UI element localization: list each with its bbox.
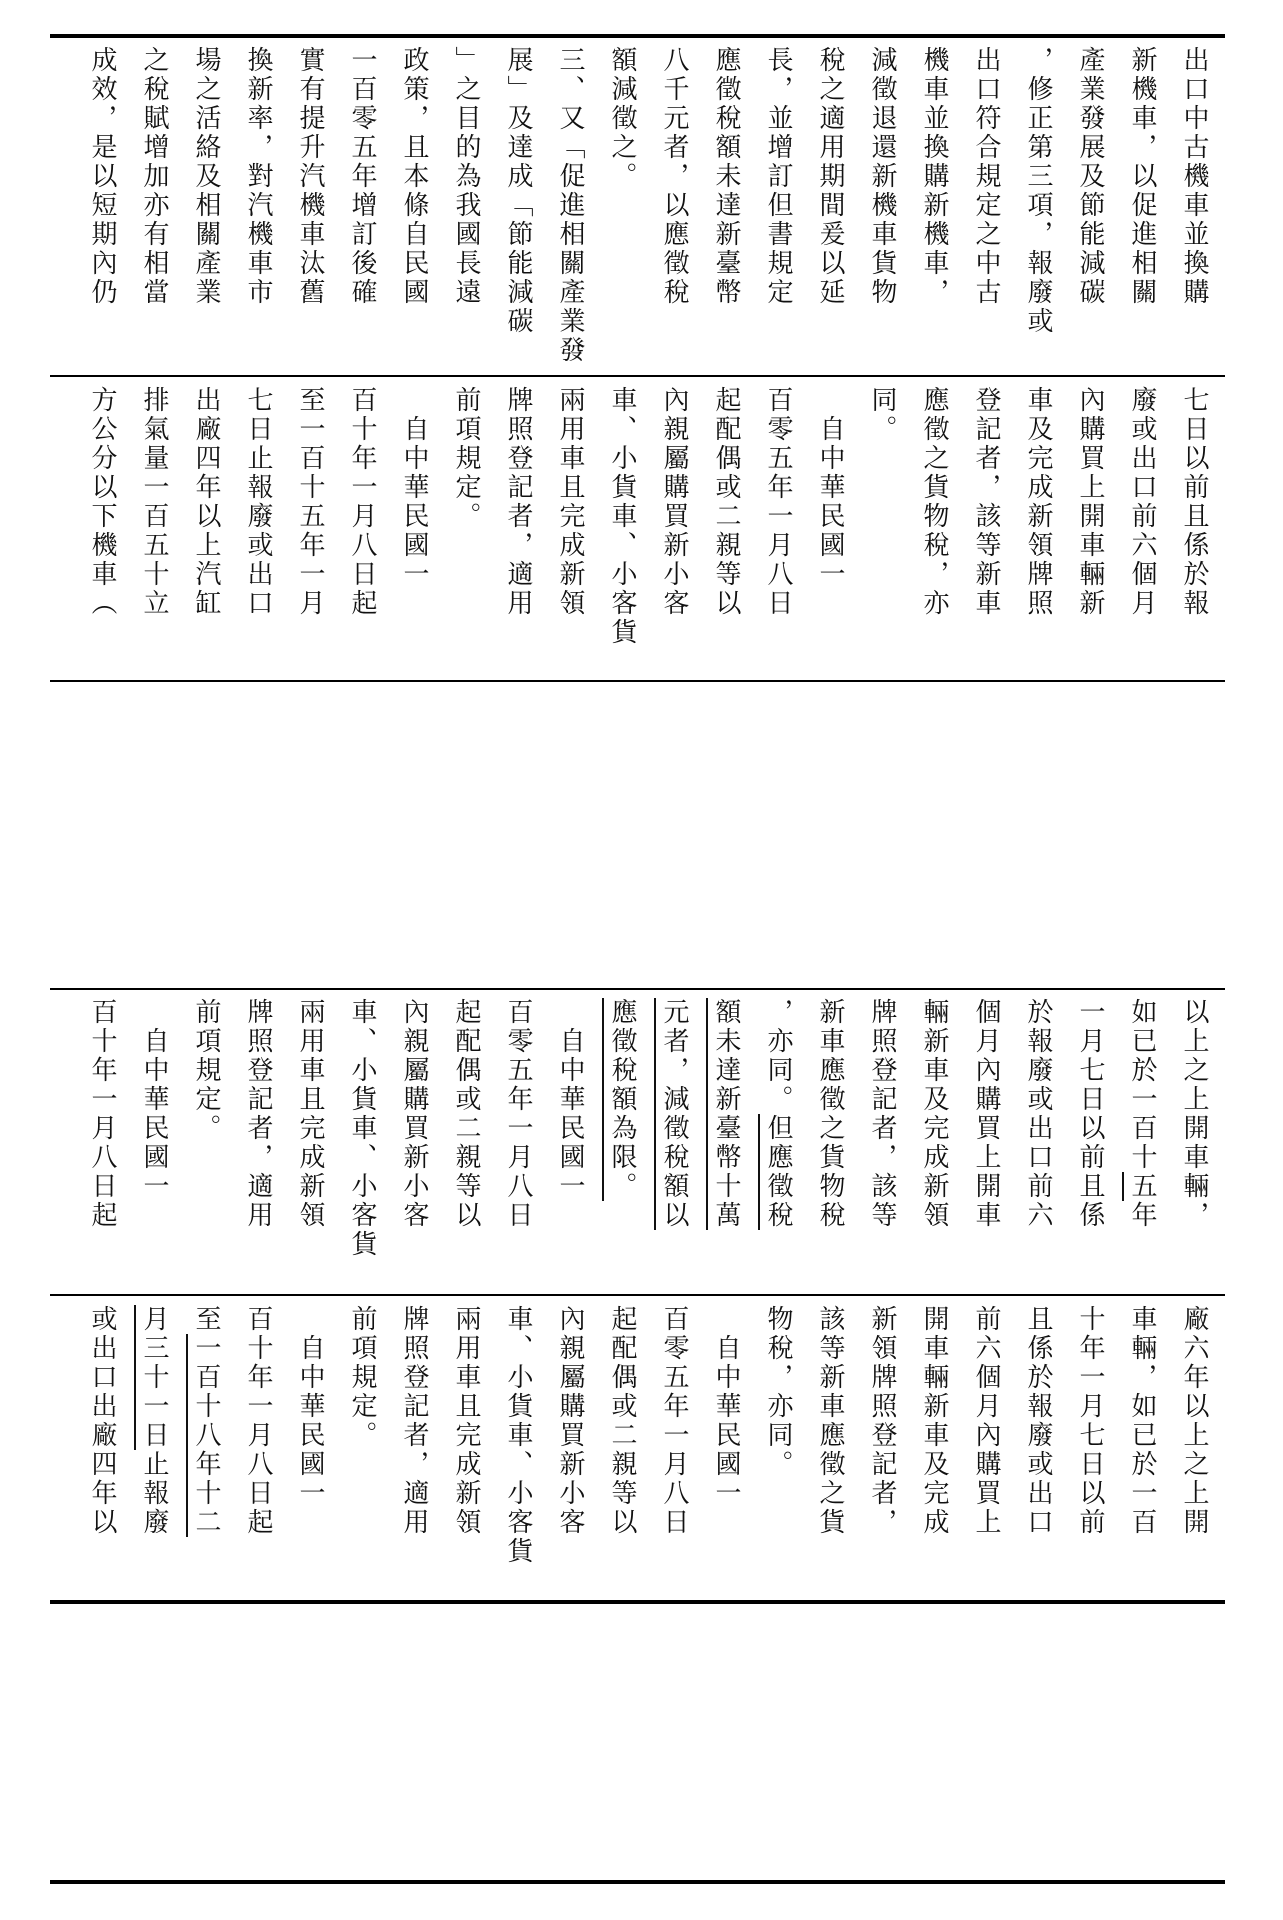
text-line (128, 998, 180, 1201)
bottom-rule (50, 1880, 1225, 1884)
text-line (804, 386, 856, 589)
text-segment: 前六個月內購買上 (971, 1305, 1001, 1537)
text-line (1168, 1305, 1220, 1537)
text-segment: 止報廢 (139, 1450, 169, 1537)
text-line (440, 998, 492, 1230)
text-line (752, 386, 804, 618)
text-line (1168, 386, 1220, 618)
text-segment: 自中華民國一 (295, 1305, 325, 1508)
text-line (908, 386, 960, 618)
text-line (336, 386, 388, 618)
text-line (804, 998, 856, 1230)
text-segment: 廢或出口前六個月 (1127, 386, 1157, 618)
text-segment: 兩用車且完成新領 (451, 1305, 481, 1537)
text-line (180, 46, 232, 307)
text-line (232, 998, 284, 1230)
text-block-lower-right (60, 998, 1220, 1288)
text-line (908, 46, 960, 307)
text-line (544, 386, 596, 618)
text-segment: 兩用車且完成新領 (555, 386, 585, 618)
text-segment: 百十年一月八日起 (243, 1305, 273, 1537)
text-line (284, 998, 336, 1230)
text-segment: 輛新車及完成新領 (919, 998, 949, 1230)
text-line (284, 1305, 336, 1508)
text-line (1116, 386, 1168, 618)
text-segment: ，修正第三項，報廢或 (1023, 46, 1053, 336)
section-divider (50, 988, 1225, 990)
amended-text: 應徵稅額為限。 (607, 998, 637, 1201)
text-segment: 換新率，對汽機車市 (243, 46, 273, 307)
text-segment: 排氣量一百五十立 (139, 386, 169, 618)
text-line (1012, 1305, 1064, 1537)
text-segment: 減徵退還新機車貨物 (867, 46, 897, 307)
text-line (752, 1305, 804, 1479)
text-segment: 於報廢或出口前六 (1023, 998, 1053, 1230)
amended-text: 一 (139, 1392, 169, 1421)
text-segment: 百零五年一月八日 (763, 386, 793, 618)
text-segment: 場之活絡及相關產業 (191, 46, 221, 307)
text-line (700, 386, 752, 618)
text-segment: 實有提升汽機車汰舊 (295, 46, 325, 307)
text-line (544, 46, 596, 365)
amended-text: 元者，減徵稅額以 (659, 998, 689, 1230)
text-line (76, 386, 128, 618)
text-line (856, 386, 908, 444)
text-segment: 七日止報廢或出口 (243, 386, 273, 618)
text-line (960, 1305, 1012, 1537)
text-segment: 物稅，亦同。 (763, 1305, 793, 1479)
text-line (128, 386, 180, 618)
text-segment: 登記者，該等新車 (971, 386, 1001, 618)
text-line (1116, 46, 1168, 307)
text-line (388, 998, 440, 1230)
text-line (232, 46, 284, 307)
amended-text: 一百十八年十二 (191, 1334, 221, 1537)
text-segment: 車、小貨車、小客貨 (347, 998, 377, 1259)
text-segment: 」之目的為我國長遠 (451, 46, 481, 307)
text-segment: 前項規定。 (347, 1305, 377, 1450)
text-line (908, 1305, 960, 1537)
text-line (180, 386, 232, 618)
text-segment: 車輛，如已於一百 (1127, 1305, 1157, 1537)
text-segment: 自中華民國一 (711, 1305, 741, 1508)
text-line (1012, 998, 1064, 1230)
text-block-upper-right (60, 46, 1220, 366)
text-line (180, 998, 232, 1143)
text-segment: 之稅賦增加亦有相當 (139, 46, 169, 307)
amended-text: 月 (139, 1305, 169, 1334)
text-segment: 三、又「促進相關產業發 (555, 46, 585, 365)
amended-text: 日 (139, 1421, 169, 1450)
text-segment: 前項規定。 (191, 998, 221, 1143)
text-line (752, 998, 804, 1230)
text-line (700, 998, 752, 1230)
text-segment: 展」及達成「節能減碳 (503, 46, 533, 336)
text-line (440, 386, 492, 531)
amended-text: 三十 (139, 1334, 169, 1392)
text-segment: 七日以前且係於報 (1179, 386, 1209, 618)
text-segment: 個月內購買上開車 (971, 998, 1001, 1230)
text-segment: 新機車，以促進相關 (1127, 46, 1157, 307)
text-segment: 成效，是以短期內仍 (87, 46, 117, 307)
text-line (1012, 386, 1064, 618)
text-segment: 且係於報廢或出口 (1023, 1305, 1053, 1537)
text-line (1168, 46, 1220, 307)
text-line (596, 46, 648, 191)
text-segment: 起配偶或二親等以 (451, 998, 481, 1230)
section-divider (50, 1600, 1225, 1604)
text-line (232, 1305, 284, 1537)
text-segment: 車及完成新領牌照 (1023, 386, 1053, 618)
text-line (492, 998, 544, 1230)
text-line (856, 46, 908, 307)
text-segment: 牌照登記者，適用 (399, 1305, 429, 1537)
text-line (1064, 386, 1116, 618)
text-line (1168, 998, 1220, 1230)
text-segment: 至一百十五年一月 (295, 386, 325, 618)
text-line (648, 998, 700, 1230)
text-line (76, 46, 128, 307)
text-segment: 百十年一月八日起 (87, 998, 117, 1230)
text-segment: 一月七日以前且係 (1075, 998, 1105, 1230)
text-line (596, 998, 648, 1201)
text-line (596, 1305, 648, 1537)
text-segment: 長，並增訂但書規定 (763, 46, 793, 307)
text-segment: 方公分以下機車（ (87, 386, 117, 618)
text-segment: 產業發展及節能減碳 (1075, 46, 1105, 307)
text-line (180, 1305, 232, 1537)
text-line (388, 1305, 440, 1537)
text-segment: 起配偶或二親等以 (607, 1305, 637, 1537)
text-segment: 政策，且本條自民國 (399, 46, 429, 307)
text-segment: 內親屬購買新小客 (399, 998, 429, 1230)
text-segment: 機車並換購新機車， (919, 46, 949, 307)
amended-text: 額未達新臺幣十萬 (711, 998, 741, 1230)
text-segment: 新車應徵之貨物稅 (815, 998, 845, 1230)
text-segment: 自中華民國一 (555, 998, 585, 1201)
text-segment: 百十年一月八日起 (347, 386, 377, 618)
text-block-upper-left (60, 386, 1220, 674)
text-line (336, 1305, 388, 1450)
text-line (960, 46, 1012, 307)
text-line (804, 46, 856, 307)
text-line (648, 1305, 700, 1537)
text-line (336, 46, 388, 307)
text-line (752, 46, 804, 307)
text-segment: 應徵稅額未達新臺幣 (711, 46, 741, 307)
amended-text: 但應徵稅 (763, 1114, 793, 1230)
text-segment: 牌照登記者，該等 (867, 998, 897, 1230)
text-line (232, 386, 284, 618)
text-line (804, 1305, 856, 1537)
text-line (1116, 998, 1168, 1230)
text-segment: 內親屬購買新小客 (555, 1305, 585, 1537)
text-line (440, 46, 492, 307)
text-line (440, 1305, 492, 1537)
section-divider (50, 680, 1225, 682)
text-segment: 牌照登記者，適用 (503, 386, 533, 618)
text-line (128, 1305, 180, 1537)
text-segment: 稅之適用期間爰以延 (815, 46, 845, 307)
text-line (1064, 1305, 1116, 1537)
text-line (128, 46, 180, 307)
text-segment: 起配偶或二親等以 (711, 386, 741, 618)
text-line (960, 998, 1012, 1230)
text-segment: 自中華民國一 (399, 386, 429, 589)
text-line (908, 998, 960, 1230)
text-segment: 同。 (867, 386, 897, 444)
text-segment: 廠六年以上之上開 (1179, 1305, 1209, 1537)
text-line (76, 1305, 128, 1537)
text-segment: 開車輛新車及完成 (919, 1305, 949, 1537)
text-segment: 八千元者，以應徵稅 (659, 46, 689, 307)
text-segment: 如已於一百十 (1127, 998, 1157, 1172)
text-line (76, 998, 128, 1230)
text-segment: 自中華民國一 (139, 998, 169, 1201)
text-line (856, 998, 908, 1230)
text-line (492, 46, 544, 336)
text-line (492, 386, 544, 618)
text-line (1064, 46, 1116, 307)
text-line (960, 386, 1012, 618)
text-segment: 車、小貨車、小客貨 (503, 1305, 533, 1566)
text-line (284, 386, 336, 618)
text-segment: 出口符合規定之中古 (971, 46, 1001, 307)
text-line (492, 1305, 544, 1566)
text-line (700, 46, 752, 307)
text-segment: 應徵之貨物稅，亦 (919, 386, 949, 618)
text-line (1116, 1305, 1168, 1537)
table-row-divider (50, 375, 1225, 377)
text-segment: 新領牌照登記者， (867, 1305, 897, 1537)
text-segment: 出廠四年以上汽缸 (191, 386, 221, 618)
text-line (284, 46, 336, 307)
text-line (856, 1305, 908, 1537)
top-rule (50, 34, 1225, 38)
text-segment: 百零五年一月八日 (503, 998, 533, 1230)
table-row-divider (50, 1294, 1225, 1296)
text-line (336, 998, 388, 1259)
text-segment: 自中華民國一 (815, 386, 845, 589)
text-line (1012, 46, 1064, 336)
text-segment: 年 (1127, 1201, 1157, 1230)
text-segment: 額減徵之。 (607, 46, 637, 191)
text-segment: 或出口出廠四年以 (87, 1305, 117, 1537)
text-line (1064, 998, 1116, 1230)
text-segment: 一百零五年增訂後確 (347, 46, 377, 307)
amended-text: 五 (1127, 1172, 1157, 1201)
text-segment: 牌照登記者，適用 (243, 998, 273, 1230)
text-line (388, 386, 440, 589)
text-segment: 內購買上開車輛新 (1075, 386, 1105, 618)
text-line (648, 46, 700, 307)
text-segment: 車、小貨車、小客貨 (607, 386, 637, 647)
text-segment: 內親屬購買新小客 (659, 386, 689, 618)
text-segment: 以上之上開車輛， (1179, 998, 1209, 1230)
text-segment: 兩用車且完成新領 (295, 998, 325, 1230)
text-line (596, 386, 648, 647)
text-segment: 十年一月七日以前 (1075, 1305, 1105, 1537)
text-segment: 百零五年一月八日 (659, 1305, 689, 1537)
text-line (388, 46, 440, 307)
text-segment: ，亦同。 (763, 998, 793, 1114)
text-segment: 至 (191, 1305, 221, 1334)
text-line (544, 1305, 596, 1537)
text-line (544, 998, 596, 1201)
text-segment: 前項規定。 (451, 386, 481, 531)
text-line (700, 1305, 752, 1508)
text-block-lower-left (60, 1305, 1220, 1593)
text-line (648, 386, 700, 618)
text-segment: 出口中古機車並換購 (1179, 46, 1209, 307)
text-segment: 該等新車應徵之貨 (815, 1305, 845, 1537)
